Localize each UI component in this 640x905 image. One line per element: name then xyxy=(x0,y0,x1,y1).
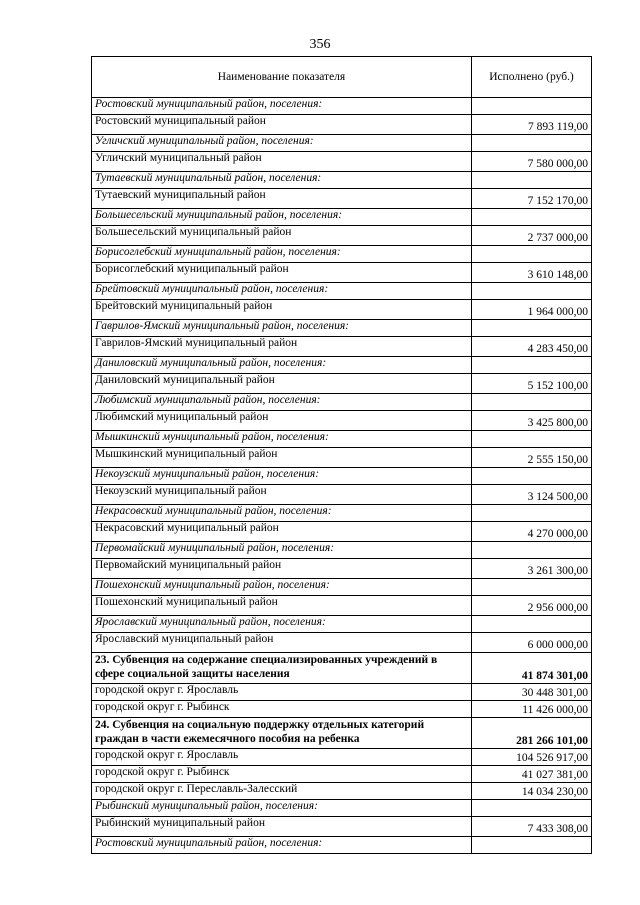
row-name-cell: Брейтовский муниципальный район xyxy=(92,300,472,320)
row-name-cell: Брейтовский муниципальный район, поселения: xyxy=(92,283,472,300)
row-name-cell: Пошехонский муниципальный район xyxy=(92,596,472,616)
row-value-cell: 3 425 800,00 xyxy=(472,411,592,431)
row-name-cell: Большесельский муниципальный район xyxy=(92,226,472,246)
row-value-cell: 3 124 500,00 xyxy=(472,485,592,505)
row-name-cell: Некоузский муниципальный район xyxy=(92,485,472,505)
row-value-cell: 2 555 150,00 xyxy=(472,448,592,468)
page-number: 356 xyxy=(309,37,331,52)
row-name-cell: Любимский муниципальный район xyxy=(92,411,472,431)
table-row-group xyxy=(92,98,592,115)
row-name-cell: Некрасовский муниципальный район xyxy=(92,522,472,542)
row-value-cell: 104 526 917,00 xyxy=(472,749,592,766)
table-row-plain xyxy=(92,783,592,800)
table-row-item xyxy=(92,817,592,837)
table-row-group xyxy=(92,579,592,596)
table-row-group xyxy=(92,431,592,448)
table-row-item xyxy=(92,522,592,542)
table-row-section xyxy=(92,653,592,684)
row-value-cell: 2 956 000,00 xyxy=(472,596,592,616)
report-table-body xyxy=(92,57,592,854)
row-value-cell xyxy=(472,98,592,115)
table-row-item xyxy=(92,300,592,320)
table-row-plain xyxy=(92,701,592,718)
row-name-cell: городской округ г. Ярославль xyxy=(92,684,472,701)
row-value-cell xyxy=(472,431,592,448)
row-name-cell: Рыбинский муниципальный район xyxy=(92,817,472,837)
row-name-cell: Угличский муниципальный район, поселения: xyxy=(92,135,472,152)
table-row-group xyxy=(92,800,592,817)
table-row-group xyxy=(92,357,592,374)
row-name-cell: Ярославский муниципальный район, поселения: xyxy=(92,616,472,633)
table-row-group xyxy=(92,468,592,485)
row-value-cell xyxy=(472,616,592,633)
report-table xyxy=(91,56,592,854)
row-name-cell: Пошехонский муниципальный район, поселения: xyxy=(92,579,472,596)
row-name-cell: Мышкинский муниципальный район, поселения: xyxy=(92,431,472,448)
row-value-cell: 4 270 000,00 xyxy=(472,522,592,542)
row-name-cell: Первомайский муниципальный район, поселения: xyxy=(92,542,472,559)
row-value-cell xyxy=(472,135,592,152)
table-row-item xyxy=(92,559,592,579)
table-row-item xyxy=(92,448,592,468)
row-value-cell: 14 034 230,00 xyxy=(472,783,592,800)
row-name-cell: Борисоглебский муниципальный район xyxy=(92,263,472,283)
row-value-cell: 7 580 000,00 xyxy=(472,152,592,172)
row-name-cell: Даниловский муниципальный район, поселения: xyxy=(92,357,472,374)
table-row-group xyxy=(92,320,592,337)
table-row-group xyxy=(92,505,592,522)
row-name-cell: 24. Субвенция на социальную поддержку отдельных категорий граждан в части ежемесячного пособия на ребенка xyxy=(92,718,472,749)
row-name-cell: городской округ г. Переславль-Залесский xyxy=(92,783,472,800)
row-value-cell: 5 152 100,00 xyxy=(472,374,592,394)
row-name-cell: Некоузский муниципальный район, поселения: xyxy=(92,468,472,485)
table-row-group xyxy=(92,135,592,152)
table-row-item xyxy=(92,337,592,357)
row-value-cell xyxy=(472,283,592,300)
table-row-item xyxy=(92,596,592,616)
row-value-cell xyxy=(472,394,592,411)
table-row-plain xyxy=(92,749,592,766)
row-name-cell: Борисоглебский муниципальный район, поселения: xyxy=(92,246,472,263)
header-name-cell: Наименование показателя xyxy=(92,57,472,98)
table-row-item xyxy=(92,411,592,431)
row-name-cell: Ростовский муниципальный район, поселения: xyxy=(92,98,472,115)
row-name-cell: Первомайский муниципальный район xyxy=(92,559,472,579)
row-value-cell xyxy=(472,542,592,559)
table-row-item xyxy=(92,152,592,172)
row-name-cell: городской округ г. Ярославль xyxy=(92,749,472,766)
table-row-group xyxy=(92,394,592,411)
row-value-cell xyxy=(472,505,592,522)
table-row-item xyxy=(92,485,592,505)
row-value-cell: 7 152 170,00 xyxy=(472,189,592,209)
row-name-cell: Тутаевский муниципальный район, поселения: xyxy=(92,172,472,189)
table-row-group xyxy=(92,837,592,854)
row-name-cell: Тутаевский муниципальный район xyxy=(92,189,472,209)
table-row-item xyxy=(92,226,592,246)
table-row-group xyxy=(92,246,592,263)
row-name-cell: Гаврилов-Ямский муниципальный район xyxy=(92,337,472,357)
row-value-cell: 41 027 381,00 xyxy=(472,766,592,783)
row-value-cell xyxy=(472,800,592,817)
row-value-cell: 3 610 148,00 xyxy=(472,263,592,283)
table-header-row xyxy=(92,57,592,98)
row-value-cell xyxy=(472,837,592,854)
table-row-plain xyxy=(92,766,592,783)
row-name-cell: Мышкинский муниципальный район xyxy=(92,448,472,468)
row-name-cell: Любимский муниципальный район, поселения: xyxy=(92,394,472,411)
row-name-cell: Даниловский муниципальный район xyxy=(92,374,472,394)
row-value-cell: 41 874 301,00 xyxy=(472,653,592,684)
row-value-cell xyxy=(472,468,592,485)
row-name-cell: 23. Субвенция на содержание специализированных учреждений в сфере социальной защиты населения xyxy=(92,653,472,684)
row-value-cell xyxy=(472,209,592,226)
row-value-cell: 30 448 301,00 xyxy=(472,684,592,701)
table-row-group xyxy=(92,172,592,189)
row-name-cell: Гаврилов-Ямский муниципальный район, поселения: xyxy=(92,320,472,337)
header-value-cell: Исполнено (руб.) xyxy=(472,57,592,98)
row-name-cell: Рыбинский муниципальный район, поселения: xyxy=(92,800,472,817)
table-row-item xyxy=(92,633,592,653)
row-value-cell: 2 737 000,00 xyxy=(472,226,592,246)
table-row-group xyxy=(92,209,592,226)
row-value-cell: 1 964 000,00 xyxy=(472,300,592,320)
row-value-cell: 11 426 000,00 xyxy=(472,701,592,718)
row-name-cell: Ярославский муниципальный район xyxy=(92,633,472,653)
row-name-cell: Ростовский муниципальный район xyxy=(92,115,472,135)
row-value-cell: 7 433 308,00 xyxy=(472,817,592,837)
table-row-item xyxy=(92,374,592,394)
table-row-item xyxy=(92,115,592,135)
row-value-cell xyxy=(472,357,592,374)
row-value-cell: 281 266 101,00 xyxy=(472,718,592,749)
row-value-cell: 7 893 119,00 xyxy=(472,115,592,135)
table-row-plain xyxy=(92,684,592,701)
row-name-cell: Угличский муниципальный район xyxy=(92,152,472,172)
row-value-cell xyxy=(472,320,592,337)
table-row-item xyxy=(92,189,592,209)
row-name-cell: Некрасовский муниципальный район, поселения: xyxy=(92,505,472,522)
table-row-section xyxy=(92,718,592,749)
row-value-cell: 4 283 450,00 xyxy=(472,337,592,357)
row-value-cell: 6 000 000,00 xyxy=(472,633,592,653)
row-value-cell: 3 261 300,00 xyxy=(472,559,592,579)
table-row-item xyxy=(92,263,592,283)
row-name-cell: городской округ г. Рыбинск xyxy=(92,701,472,718)
row-value-cell xyxy=(472,579,592,596)
row-value-cell xyxy=(472,172,592,189)
table-row-group xyxy=(92,542,592,559)
table-row-group xyxy=(92,283,592,300)
row-value-cell xyxy=(472,246,592,263)
row-name-cell: городской округ г. Рыбинск xyxy=(92,766,472,783)
table-row-group xyxy=(92,616,592,633)
row-name-cell: Большесельский муниципальный район, поселения: xyxy=(92,209,472,226)
row-name-cell: Ростовский муниципальный район, поселения: xyxy=(92,837,472,854)
